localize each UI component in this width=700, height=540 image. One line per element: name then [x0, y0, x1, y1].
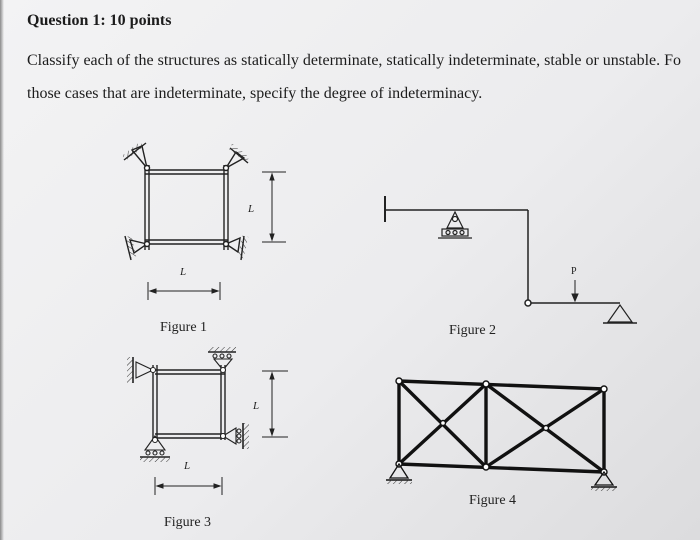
- fig1-dimension-vertical: [262, 172, 286, 242]
- fig3-support-bottom-left: [140, 436, 170, 462]
- fig3-dimension-horizontal: [155, 477, 222, 495]
- figure-2: [385, 196, 637, 323]
- fig3-label-vertical: L: [253, 400, 260, 412]
- fig2-pin-support: [603, 305, 637, 323]
- fig3-support-top-right: [208, 347, 236, 373]
- fig2-caption: Figure 2: [449, 323, 497, 338]
- fig1-support-top-left: [122, 142, 149, 171]
- fig2-roller-support: [438, 212, 472, 238]
- fig2-load-arrow: [572, 280, 578, 301]
- fig3-label-horizontal: L: [184, 460, 191, 472]
- question-prompt-line-2: those cases that are indeterminate, specify the degree of indeterminacy.: [27, 85, 483, 102]
- fig4-joints: [396, 378, 607, 475]
- question-heading: Question 1: 10 points: [27, 12, 172, 29]
- fig1-support-top-right: [224, 144, 250, 171]
- fig1-caption: Figure 1: [160, 320, 208, 335]
- figure-3: [127, 347, 288, 495]
- figure-1: [122, 142, 286, 300]
- fig2-load-label: P: [571, 266, 577, 277]
- fig1-dimension-horizontal: [148, 282, 220, 300]
- fig1-label-vertical: L: [248, 203, 255, 215]
- fig1-support-bottom-left: [125, 236, 150, 260]
- fig3-support-left: [127, 357, 156, 383]
- fig3-caption: Figure 3: [164, 515, 212, 530]
- fig1-label-horizontal: L: [180, 266, 187, 278]
- question-prompt-line-1: Classify each of the structures as statically determinate, statically indeterminate, stable or unstable. Fo: [27, 52, 682, 69]
- fig3-dimension-vertical: [262, 371, 288, 437]
- fig4-caption: Figure 4: [469, 493, 517, 508]
- fig1-support-bottom-right: [224, 236, 249, 260]
- figure-4: [399, 381, 604, 472]
